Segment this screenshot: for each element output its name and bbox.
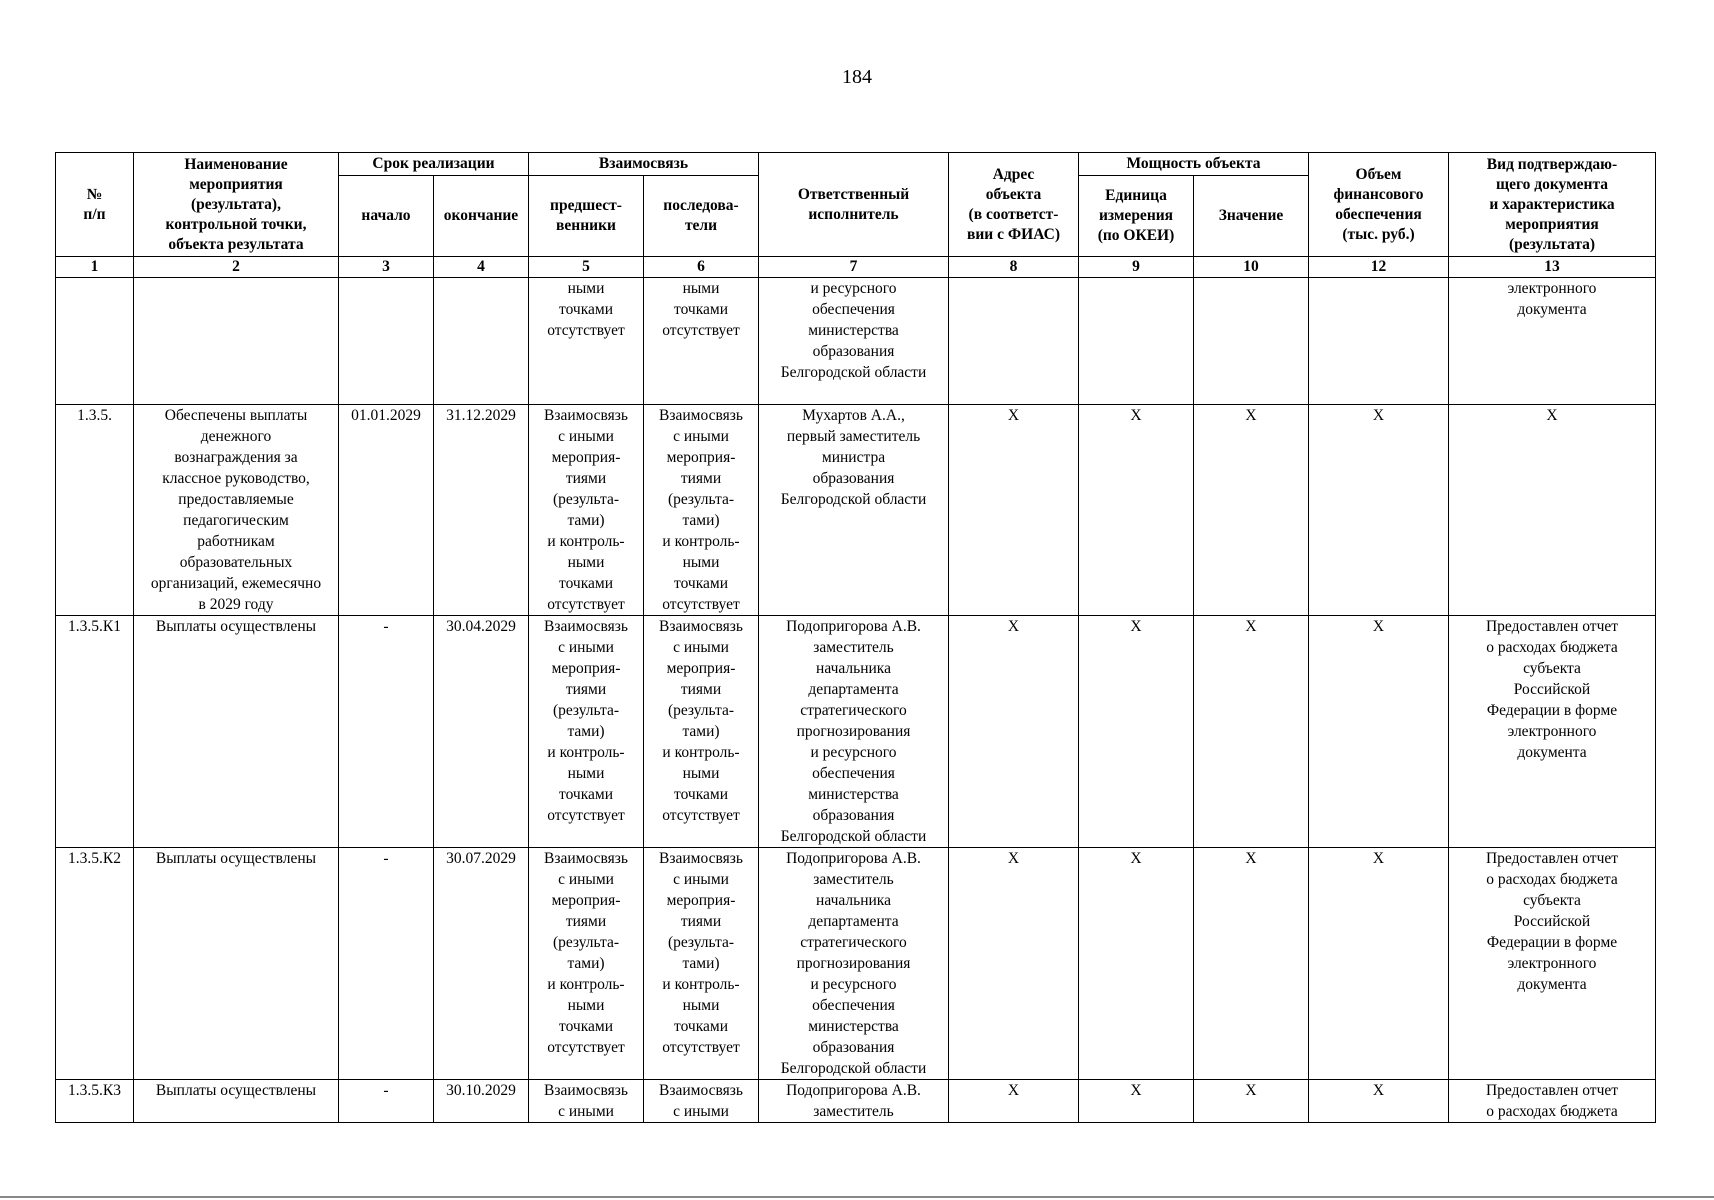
cell-document: X bbox=[1449, 405, 1656, 616]
cell-responsible: Подопригорова А.В. заместитель bbox=[759, 1080, 949, 1123]
cell-financing bbox=[1309, 278, 1449, 405]
cell-predecessors: ными точками отсутствует bbox=[529, 278, 644, 405]
cell-value: X bbox=[1194, 616, 1309, 848]
col-number-9: 9 bbox=[1079, 257, 1194, 278]
col-number-7: 7 bbox=[759, 257, 949, 278]
cell-unit: X bbox=[1079, 848, 1194, 1080]
cell-event-name: Выплаты осуществлены bbox=[134, 848, 339, 1080]
cell-predecessors: Взаимосвязь с иными мероприя- тиями (результа- тами) и контроль- ными точками отсутствует bbox=[529, 848, 644, 1080]
cell-value: X bbox=[1194, 405, 1309, 616]
col-number-6: 6 bbox=[644, 257, 759, 278]
cell-event-name: Выплаты осуществлены bbox=[134, 616, 339, 848]
cell-value bbox=[1194, 278, 1309, 405]
header-term-end: окончание bbox=[434, 176, 529, 257]
header-responsible: Ответственный исполнитель bbox=[759, 153, 949, 257]
col-number-8: 8 bbox=[949, 257, 1079, 278]
cell-start bbox=[339, 278, 434, 405]
cell-responsible: Подопригорова А.В. заместитель начальника департамента стратегического прогнозирования и ресурсного обеспечения министерства образования Белгородской области bbox=[759, 616, 949, 848]
page-number: 184 bbox=[842, 66, 872, 88]
header-event-name: Наименование мероприятия (результата), контрольной точки, объекта результата bbox=[134, 153, 339, 257]
cell-start: - bbox=[339, 1080, 434, 1123]
cell-financing: X bbox=[1309, 848, 1449, 1080]
cell-unit bbox=[1079, 278, 1194, 405]
cell-successors: Взаимосвязь с иными bbox=[644, 1080, 759, 1123]
header-term: Срок реализации bbox=[339, 153, 529, 176]
header-document: Вид подтверждаю- щего документа и характеристика мероприятия (результата) bbox=[1449, 153, 1656, 257]
cell-financing: X bbox=[1309, 616, 1449, 848]
cell-event-name: Выплаты осуществлены bbox=[134, 1080, 339, 1123]
header-term-start: начало bbox=[339, 176, 434, 257]
table-row bbox=[56, 616, 1656, 848]
header-link: Взаимосвязь bbox=[529, 153, 759, 176]
cell-responsible: Подопригорова А.В. заместитель начальника департамента стратегического прогнозирования и ресурсного обеспечения министерства образования Белгородской области bbox=[759, 848, 949, 1080]
cell-start: - bbox=[339, 848, 434, 1080]
cell-document: электронного документа bbox=[1449, 278, 1656, 405]
cell-address: X bbox=[949, 405, 1079, 616]
cell-address: X bbox=[949, 616, 1079, 848]
cell-address: X bbox=[949, 1080, 1079, 1123]
cell-document: Предоставлен отчет о расходах бюджета bbox=[1449, 1080, 1656, 1123]
table-row bbox=[56, 1080, 1656, 1123]
header-row-1 bbox=[56, 153, 1656, 176]
table-row bbox=[56, 848, 1656, 1080]
cell-event-name: Обеспечены выплаты денежного вознаграждения за классное руководство, предоставляемые педагогическим работникам образовательных организаций, ежемесячно в 2029 году bbox=[134, 405, 339, 616]
cell-successors: Взаимосвязь с иными мероприя- тиями (результа- тами) и контроль- ными точками отсутствует bbox=[644, 848, 759, 1080]
cell-predecessors: Взаимосвязь с иными мероприя- тиями (результа- тами) и контроль- ными точками отсутствует bbox=[529, 616, 644, 848]
header-address: Адрес объекта (в соответст- вии с ФИАС) bbox=[949, 153, 1079, 257]
cell-end: 30.04.2029 bbox=[434, 616, 529, 848]
cell-end: 30.07.2029 bbox=[434, 848, 529, 1080]
cell-end bbox=[434, 278, 529, 405]
cell-number: 1.3.5.К2 bbox=[56, 848, 134, 1080]
cell-event-name bbox=[134, 278, 339, 405]
cell-responsible: и ресурсного обеспечения министерства образования Белгородской области bbox=[759, 278, 949, 405]
col-number-5: 5 bbox=[529, 257, 644, 278]
cell-financing: X bbox=[1309, 1080, 1449, 1123]
cell-predecessors: Взаимосвязь с иными мероприя- тиями (результа- тами) и контроль- ными точками отсутствует bbox=[529, 405, 644, 616]
col-number-13: 13 bbox=[1449, 257, 1656, 278]
table-row bbox=[56, 405, 1656, 616]
header-unit: Единица измерения (по ОКЕИ) bbox=[1079, 176, 1194, 257]
cell-responsible: Мухартов А.А., первый заместитель министра образования Белгородской области bbox=[759, 405, 949, 616]
col-number-2: 2 bbox=[134, 257, 339, 278]
col-number-4: 4 bbox=[434, 257, 529, 278]
header-capacity: Мощность объекта bbox=[1079, 153, 1309, 176]
cell-start: 01.01.2029 bbox=[339, 405, 434, 616]
cell-successors: ными точками отсутствует bbox=[644, 278, 759, 405]
cell-number: 1.3.5.К1 bbox=[56, 616, 134, 848]
cell-unit: X bbox=[1079, 1080, 1194, 1123]
cell-address bbox=[949, 278, 1079, 405]
cell-number bbox=[56, 278, 134, 405]
cell-successors: Взаимосвязь с иными мероприя- тиями (результа- тами) и контроль- ными точками отсутствует bbox=[644, 616, 759, 848]
cell-successors: Взаимосвязь с иными мероприя- тиями (результа- тами) и контроль- ными точками отсутствует bbox=[644, 405, 759, 616]
table-row bbox=[56, 278, 1656, 405]
cell-financing: X bbox=[1309, 405, 1449, 616]
cell-start: - bbox=[339, 616, 434, 848]
cell-document: Предоставлен отчет о расходах бюджета субъекта Российской Федерации в форме электронного документа bbox=[1449, 848, 1656, 1080]
cell-predecessors: Взаимосвязь с иными bbox=[529, 1080, 644, 1123]
cell-unit: X bbox=[1079, 405, 1194, 616]
cell-number: 1.3.5. bbox=[56, 405, 134, 616]
header-number: № п/п bbox=[56, 153, 134, 257]
plan-table bbox=[55, 152, 1656, 1123]
cell-unit: X bbox=[1079, 616, 1194, 848]
cell-number: 1.3.5.К3 bbox=[56, 1080, 134, 1123]
column-numbers-row bbox=[56, 257, 1656, 278]
header-link-prev: предшест- венники bbox=[529, 176, 644, 257]
header-value: Значение bbox=[1194, 176, 1309, 257]
col-number-12: 12 bbox=[1309, 257, 1449, 278]
col-number-10: 10 bbox=[1194, 257, 1309, 278]
header-link-next: последова- тели bbox=[644, 176, 759, 257]
col-number-3: 3 bbox=[339, 257, 434, 278]
cell-value: X bbox=[1194, 1080, 1309, 1123]
cell-end: 31.12.2029 bbox=[434, 405, 529, 616]
cell-address: X bbox=[949, 848, 1079, 1080]
header-financing: Объем финансового обеспечения (тыс. руб.) bbox=[1309, 153, 1449, 257]
cell-value: X bbox=[1194, 848, 1309, 1080]
col-number-1: 1 bbox=[56, 257, 134, 278]
cell-end: 30.10.2029 bbox=[434, 1080, 529, 1123]
cell-document: Предоставлен отчет о расходах бюджета субъекта Российской Федерации в форме электронного документа bbox=[1449, 616, 1656, 848]
page-bottom-rule bbox=[0, 1196, 1714, 1198]
